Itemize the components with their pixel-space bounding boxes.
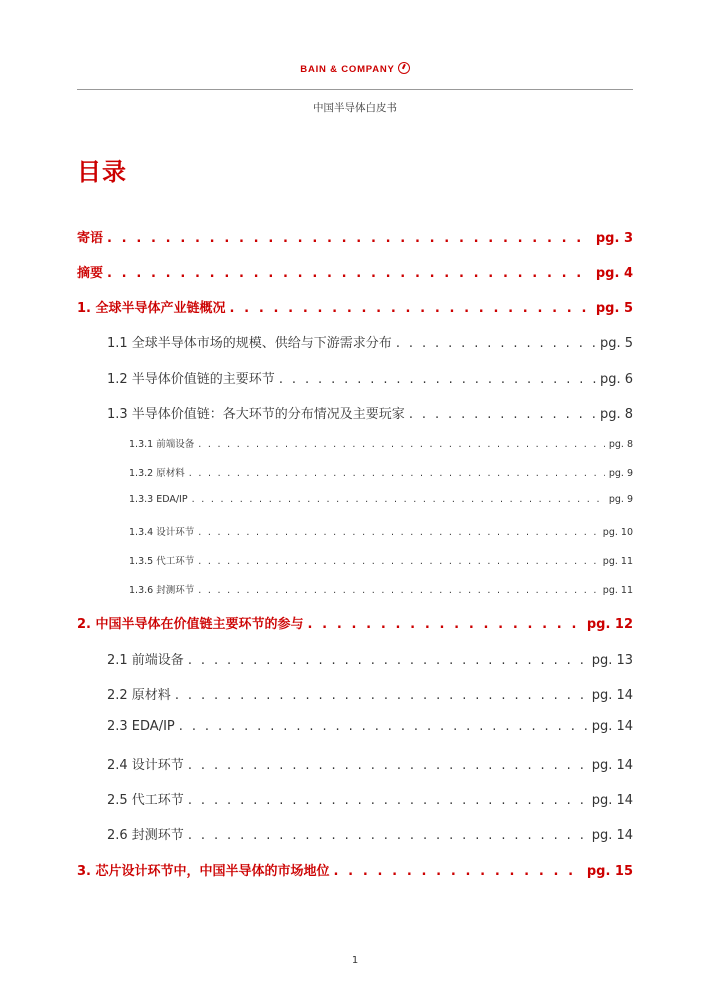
toc-leader-dots [192,494,605,505]
toc-leader-dots [175,688,588,703]
toc-leader-dots [188,758,588,773]
toc-entry-page: pg. 14 [591,793,633,808]
toc-entry-page: pg. 3 [595,231,633,246]
toc-leader-dots [198,556,599,567]
toc-entry-chapter-3[interactable] [77,860,633,880]
toc-entry-page: pg. 5 [599,336,633,351]
toc-entry-page: pg. 14 [591,719,633,734]
toc-entry-2-3[interactable] [107,719,633,739]
toc-entry-page: pg. 8 [599,407,633,422]
toc-entry-page: pg. 14 [591,828,633,843]
toc-leader-dots [188,793,588,808]
toc-entry-foreword[interactable] [77,227,633,247]
toc-entry-summary[interactable] [77,262,633,282]
toc-entry-1-2[interactable] [107,368,633,388]
toc-entry-1-3-5[interactable] [129,553,633,567]
toc-entry-label: 2. 中国半导体在价值链主要环节的参与 [77,617,304,632]
toc-entry-2-4[interactable] [107,754,633,774]
toc-entry-label: 1.1 全球半导体市场的规模、供给与下游需求分布 [107,336,392,351]
toc-entry-1-3-4[interactable] [129,524,633,538]
toc-entry-2-5[interactable] [107,789,633,809]
toc-entry-1-1[interactable] [107,332,633,352]
toc-entry-page: pg. 14 [591,758,633,773]
toc-leader-dots [308,617,583,632]
toc-leader-dots [230,301,592,316]
toc-entry-label: 1.3 半导体价值链：各大环节的分布情况及主要玩家 [107,407,405,422]
toc-entry-1-3-2[interactable] [129,465,633,479]
header-divider [77,89,633,90]
page-number: 1 [351,955,359,966]
toc-leader-dots [198,439,605,450]
toc-title: 目录 [77,158,127,186]
toc-leader-dots [188,828,588,843]
toc-entry-page: pg. 13 [591,653,633,668]
toc-entry-page: pg. 6 [599,372,633,387]
toc-entry-page: pg. 11 [602,585,633,596]
toc-entry-page: pg. 14 [591,688,633,703]
toc-entry-2-2[interactable] [107,684,633,704]
brand-name: BAIN & COMPANY [300,64,395,75]
toc-entry-label: 2.5 代工环节 [107,793,184,808]
brand-header [0,62,710,75]
toc-entry-2-1[interactable] [107,649,633,669]
toc-leader-dots [279,372,596,387]
toc-entry-page: pg. 9 [608,494,633,505]
toc-entry-1-3-3[interactable] [129,494,633,508]
toc-entry-page: pg. 8 [608,439,633,450]
toc-entry-label: 2.6 封测环节 [107,828,184,843]
toc-leader-dots [188,653,588,668]
toc-leader-dots [396,336,596,351]
toc-entry-1-3[interactable] [107,403,633,423]
toc-entry-label: 1.3.2 原材料 [129,468,185,479]
toc-entry-page: pg. 15 [586,864,633,879]
toc-entry-label: 1.3.6 封测环节 [129,585,195,596]
toc-leader-dots [334,864,583,879]
toc-entry-page: pg. 9 [608,468,633,479]
toc-entry-label: 1. 全球半导体产业链概况 [77,301,226,316]
toc-entry-chapter-1[interactable] [77,297,633,317]
toc-entry-page: pg. 12 [586,617,633,632]
toc-entry-label: 2.3 EDA/IP [107,719,175,734]
toc-entry-label: 3. 芯片设计环节中，中国半导体的市场地位 [77,864,330,879]
toc-leader-dots [409,407,596,422]
toc-entry-label: 1.3.3 EDA/IP [129,494,188,505]
toc-entry-label: 摘要 [77,266,104,281]
toc-entry-label: 1.3.1 前端设备 [129,439,195,450]
toc-entry-label: 2.1 前端设备 [107,653,184,668]
toc-entry-label: 1.3.5 代工环节 [129,556,195,567]
toc-leader-dots [198,585,599,596]
toc-entry-label: 1.3.4 设计环节 [129,527,195,538]
toc-entry-2-6[interactable] [107,824,633,844]
toc-entry-label: 寄语 [77,231,104,246]
toc-entry-label: 2.4 设计环节 [107,758,184,773]
toc-entry-chapter-2[interactable] [77,613,633,633]
toc-leader-dots [107,231,592,246]
toc-entry-1-3-1[interactable] [129,436,633,450]
toc-leader-dots [189,468,605,479]
bain-logo-icon [398,62,410,74]
toc-entry-1-3-6[interactable] [129,582,633,596]
document-subtitle: 中国半导体白皮书 [313,102,397,114]
toc-entry-label: 1.2 半导体价值链的主要环节 [107,372,275,387]
toc-entry-label: 2.2 原材料 [107,688,171,703]
toc-entry-page: pg. 10 [602,527,633,538]
toc-entry-page: pg. 11 [602,556,633,567]
toc-entry-page: pg. 4 [595,266,633,281]
toc-leader-dots [179,719,588,734]
toc-leader-dots [107,266,592,281]
toc-entry-page: pg. 5 [595,301,633,316]
toc-leader-dots [198,527,599,538]
